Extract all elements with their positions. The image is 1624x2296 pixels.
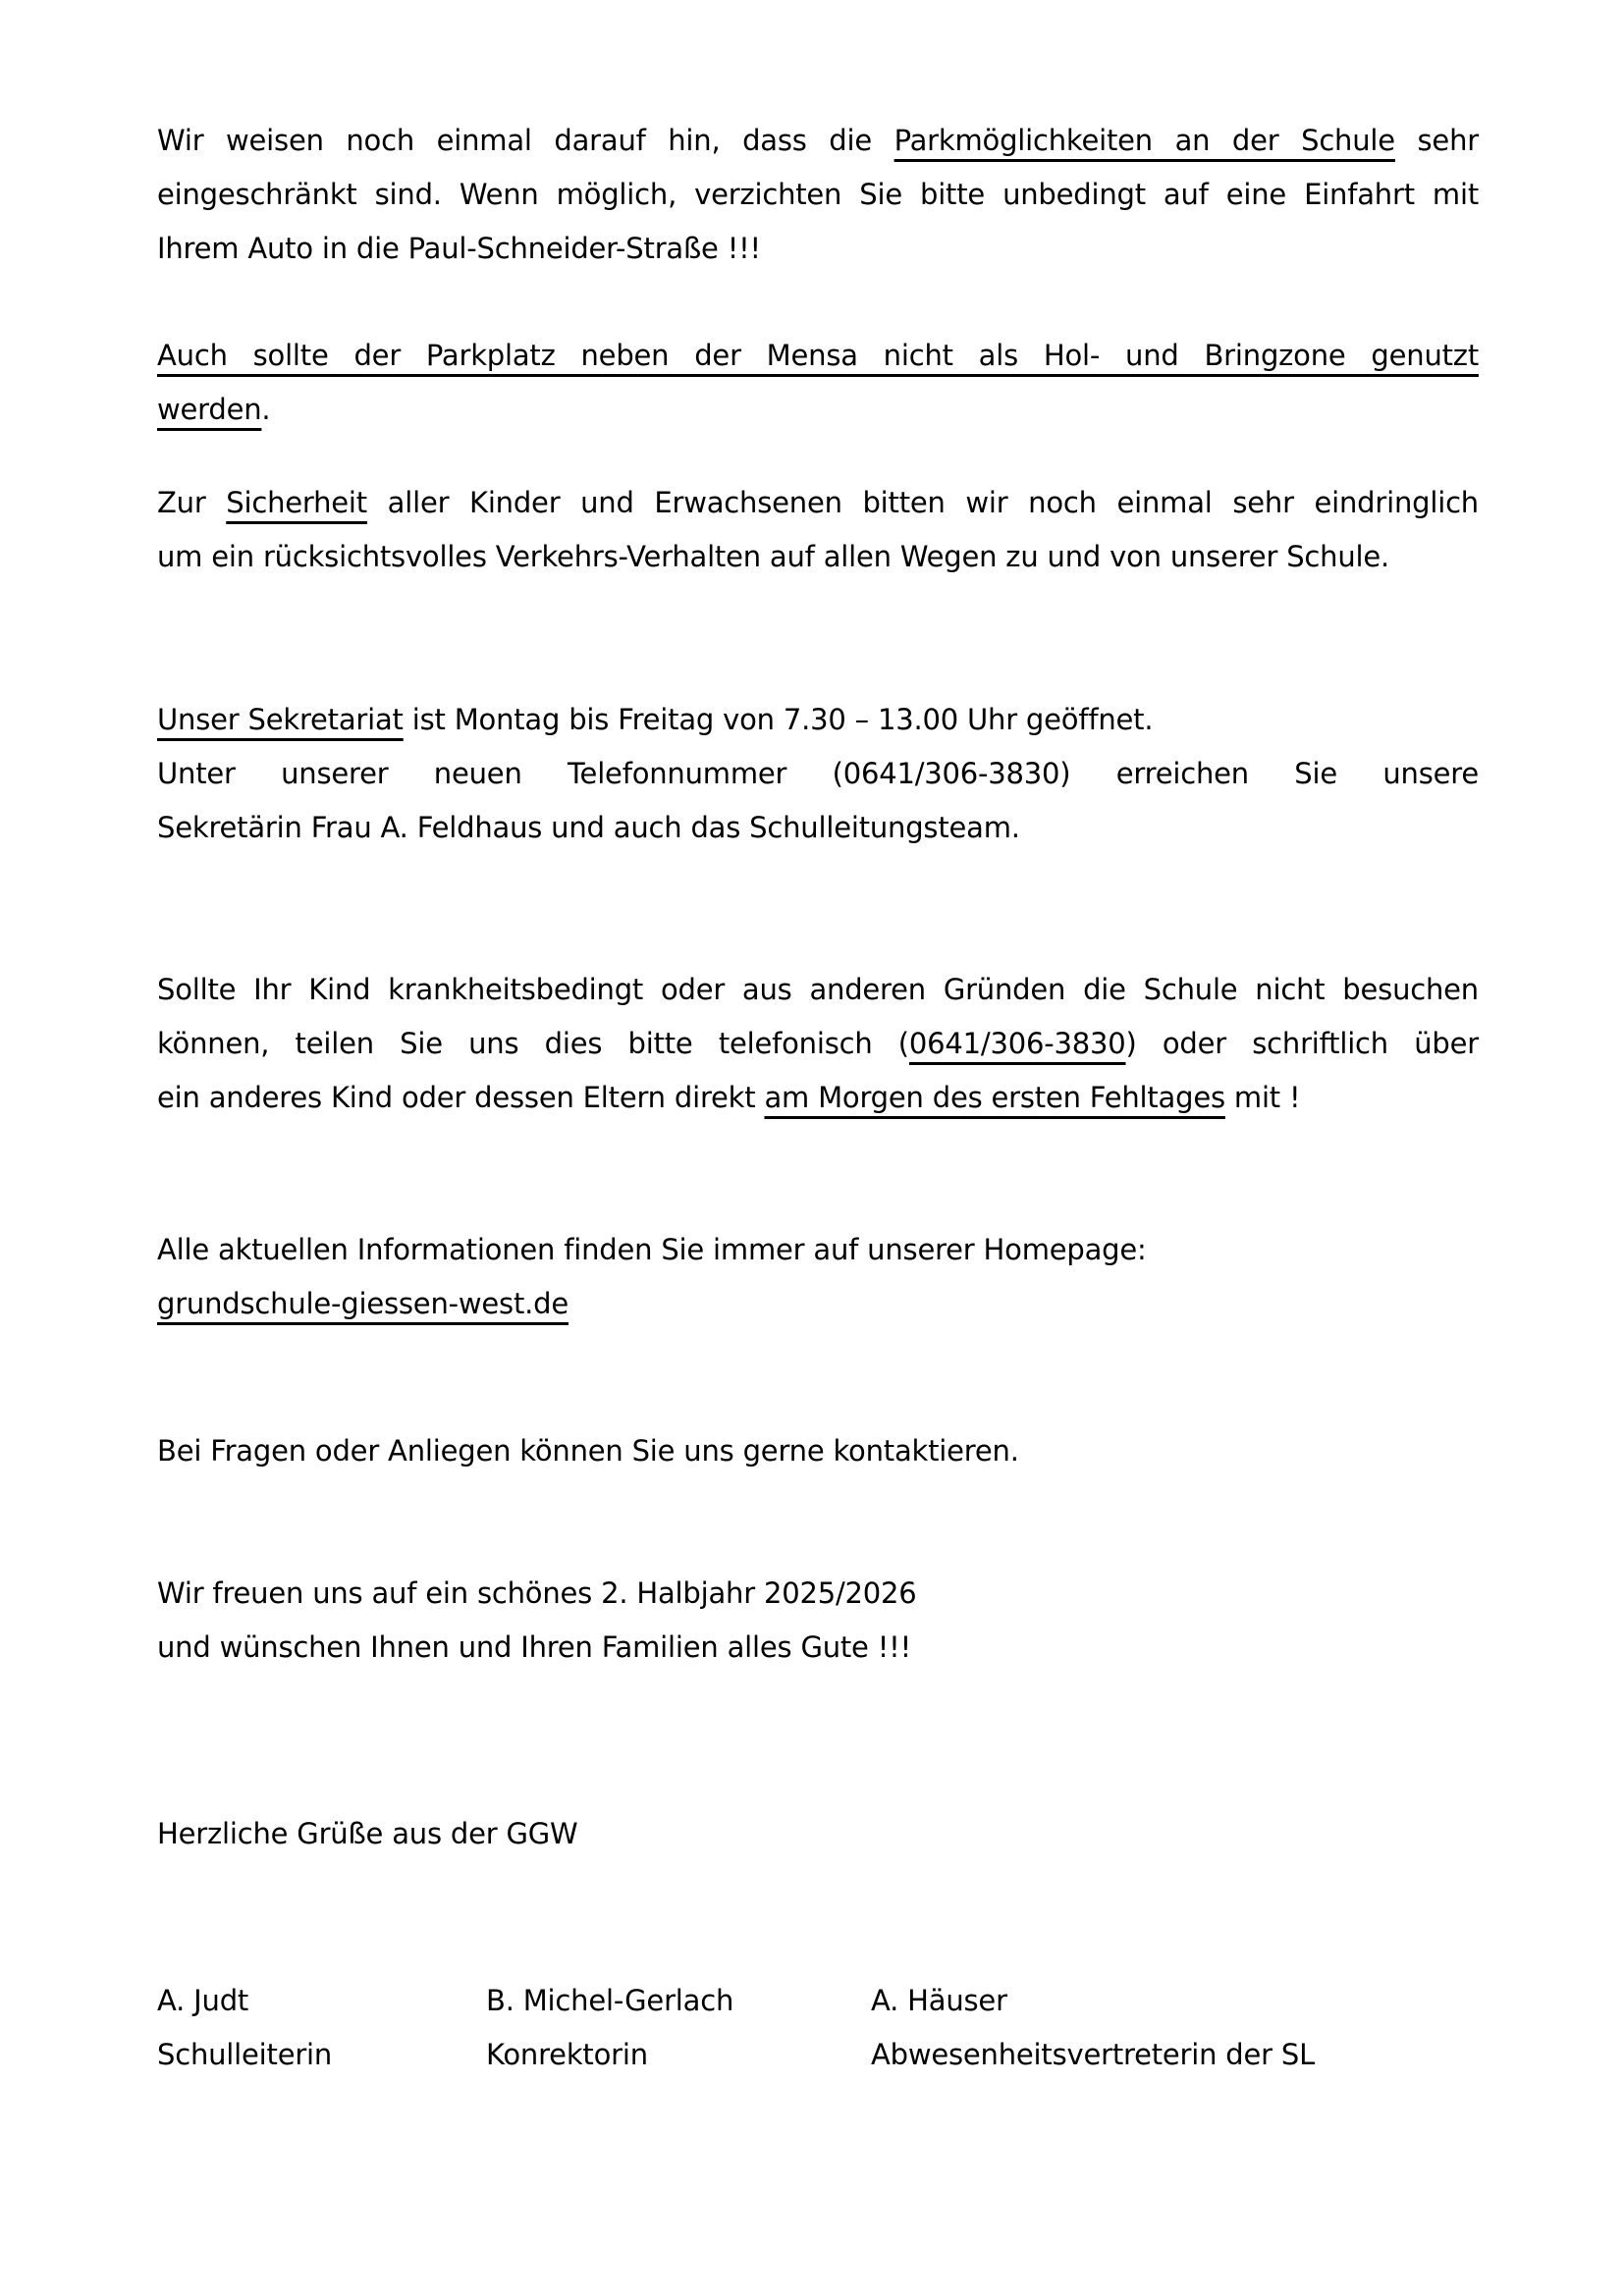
underlined-text: Auch sollte der Parkplatz neben der Mensa nicht als Hol- und Bringzone genutzt	[157, 339, 1479, 372]
text-line	[157, 530, 1479, 584]
underlined-text: am Morgen des ersten Fehltages	[764, 1081, 1225, 1114]
underlined-text: 0641/306-3830	[908, 1027, 1126, 1060]
text-segment: Ihrem Auto in die Paul-Schneider-Straße !!!	[157, 232, 761, 265]
paragraph-parkplatz-mensa	[157, 329, 1479, 437]
text-line	[157, 1277, 1479, 1331]
text-segment: mit !	[1224, 1081, 1301, 1114]
text-segment: Herzliche Grüße aus der GGW	[157, 1817, 578, 1850]
signature-column-haeuser	[871, 1974, 1479, 2082]
text-segment: Bei Fragen oder Anliegen können Sie uns gerne kontaktieren.	[157, 1434, 1019, 1468]
text-segment: .	[261, 393, 271, 426]
text-segment: aller Kinder und Erwachsenen bitten wir noch einmal sehr eindringlich	[366, 486, 1479, 519]
text-segment: sehr	[1394, 124, 1479, 157]
homepage-link[interactable]: grundschule-giessen-west.de	[157, 1287, 568, 1320]
paragraph-sekretariat	[157, 693, 1479, 855]
signer-title: Schulleiterin	[157, 2038, 333, 2071]
text-line	[157, 801, 1479, 855]
text-segment: ) oder schriftlich über	[1125, 1027, 1479, 1060]
text-line	[157, 747, 1479, 801]
paragraph-kontakt	[157, 1424, 1479, 1478]
text-segment: und wünschen Ihnen und Ihren Familien alles Gute !!!	[157, 1630, 911, 1664]
text-segment: ein anderes Kind oder dessen Eltern direkt	[157, 1081, 765, 1114]
underlined-text: Sicherheit	[226, 486, 367, 519]
text-segment: können, teilen Sie uns dies bitte telefonisch (	[157, 1027, 909, 1060]
text-segment: eingeschränkt sind. Wenn möglich, verzichten Sie bitte unbedingt auf eine Einfahrt mit	[157, 178, 1479, 211]
signature-block	[157, 1974, 1479, 2082]
signer-title: Konrektorin	[486, 2038, 648, 2071]
text-line	[157, 1424, 1479, 1478]
text-line	[157, 1223, 1479, 1277]
text-segment: Wir freuen uns auf ein schönes 2. Halbjahr 2025/2026	[157, 1576, 917, 1610]
text-line	[157, 476, 1479, 530]
text-line	[157, 168, 1479, 222]
text-segment: Unter unserer neuen Telefonnummer (0641/306-3830) erreichen Sie unsere	[157, 757, 1479, 790]
text-segment: Sekretärin Frau A. Feldhaus und auch das Schulleitungsteam.	[157, 811, 1020, 844]
document-body	[157, 114, 1479, 1861]
text-line	[157, 1807, 1479, 1861]
text-segment: Zur	[157, 486, 227, 519]
text-line	[157, 693, 1479, 747]
paragraph-krankmeldung	[157, 963, 1479, 1125]
signature-column-judt	[157, 1974, 486, 2082]
text-line	[157, 1017, 1479, 1071]
signer-name: B. Michel-Gerlach	[486, 1984, 734, 2017]
paragraph-gruesse	[157, 1807, 1479, 1861]
paragraph-halbjahr-wuensche	[157, 1567, 1479, 1675]
text-line	[157, 1621, 1479, 1675]
underlined-text: Parkmöglichkeiten an der Schule	[893, 124, 1395, 157]
text-line	[157, 963, 1479, 1017]
text-segment: ist Montag bis Freitag von 7.30 – 13.00 Uhr geöffnet.	[403, 703, 1154, 736]
text-line	[157, 1071, 1479, 1125]
text-segment: um ein rücksichtsvolles Verkehrs-Verhalten auf allen Wegen zu und von unserer Schule.	[157, 540, 1390, 573]
underlined-text: Unser Sekretariat	[157, 703, 404, 736]
paragraph-sicherheit	[157, 476, 1479, 584]
paragraph-parking-notice	[157, 114, 1479, 276]
text-segment: Sollte Ihr Kind krankheitsbedingt oder aus anderen Gründen die Schule nicht besuchen	[157, 973, 1479, 1006]
text-line	[157, 1567, 1479, 1621]
text-line	[157, 329, 1479, 383]
text-line	[157, 383, 1479, 437]
text-line	[157, 222, 1479, 276]
text-segment: Wir weisen noch einmal darauf hin, dass die	[157, 124, 894, 157]
text-line	[157, 114, 1479, 168]
underlined-text: werden	[157, 393, 262, 426]
paragraph-homepage	[157, 1223, 1479, 1331]
signer-name: A. Judt	[157, 1984, 249, 2017]
signer-name: A. Häuser	[871, 1984, 1007, 2017]
text-segment: Alle aktuellen Informationen finden Sie immer auf unserer Homepage:	[157, 1233, 1147, 1266]
signature-column-michel-gerlach	[486, 1974, 871, 2082]
signer-title: Abwesenheitsvertreterin der SL	[871, 2038, 1316, 2071]
